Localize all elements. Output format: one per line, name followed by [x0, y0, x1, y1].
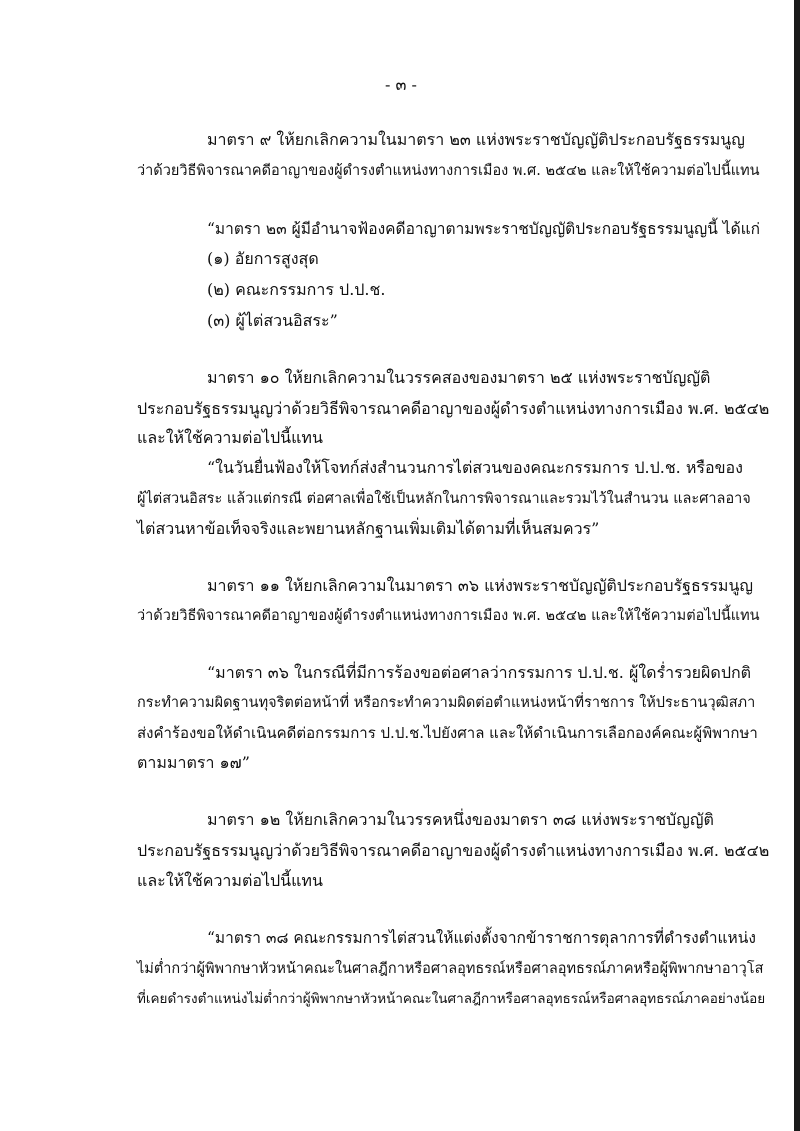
- section-23-item-3: (๓) ผู้ไต่สวนอิสระ”: [207, 311, 338, 330]
- section-36-quote-1: “มาตรา ๓๖ ในกรณีที่มีการร้องขอต่อศาลว่ากรรมการ ป.ป.ช. ผู้ใดร่ำรวยผิดปกติ: [207, 663, 752, 682]
- section-10-text-2: และให้ใช้ความต่อไปนี้แทน: [137, 428, 323, 447]
- page-number: - ๓ -: [385, 75, 417, 94]
- section-10-text-1: ประกอบรัฐธรรมนูญว่าด้วยวิธีพิจารณาคดีอาญาของผู้ดำรงตำแหน่งทางการเมือง พ.ศ. ๒๕๔๒: [137, 399, 770, 418]
- section-25-quote-3: ไต่สวนหาข้อเท็จจริงและพยานหลักฐานเพิ่มเติมได้ตามที่เห็นสมควร”: [137, 519, 600, 538]
- section-12-text-2: และให้ใช้ความต่อไปนี้แทน: [137, 871, 323, 890]
- section-9-heading: มาตรา ๙ ให้ยกเลิกความในมาตรา ๒๓ แห่งพระราชบัญญัติประกอบรัฐธรรมนูญ: [207, 130, 745, 149]
- section-25-quote-1: “ในวันยื่นฟ้องให้โจทก์ส่งสำนวนการไต่สวนของคณะกรรมการ ป.ป.ช. หรือของ: [207, 458, 743, 477]
- section-12-heading: มาตรา ๑๒ ให้ยกเลิกความในวรรคหนึ่งของมาตรา ๓๘ แห่งพระราชบัญญัติ: [207, 810, 714, 829]
- section-36-quote-3: ส่งคำร้องขอให้ดำเนินคดีต่อกรรมการ ป.ป.ช.ไปยังศาล และให้ดำเนินการเลือกองค์คณะผู้พิพากษา: [137, 724, 758, 742]
- section-25-quote-2: ผู้ไต่สวนอิสระ แล้วแต่กรณี ต่อศาลเพื่อใช้เป็นหลักในการพิจารณาและรวมไว้ในสำนวน และศาลอาจ: [137, 491, 751, 507]
- section-23-item-2: (๒) คณะกรรมการ ป.ป.ช.: [207, 280, 386, 299]
- section-23-item-1: (๑) อัยการสูงสุด: [207, 249, 319, 268]
- section-36-quote-4: ตามมาตรา ๑๗”: [137, 753, 250, 772]
- section-9-text: ว่าด้วยวิธีพิจารณาคดีอาญาของผู้ดำรงตำแหน่งทางการเมือง พ.ศ. ๒๕๔๒ และให้ใช้ความต่อไปนี้แทน: [137, 163, 760, 179]
- section-11-text: ว่าด้วยวิธีพิจารณาคดีอาญาของผู้ดำรงตำแหน่งทางการเมือง พ.ศ. ๒๕๔๒ และให้ใช้ความต่อไปนี้แทน: [137, 608, 760, 624]
- section-36-quote-2: กระทำความผิดฐานทุจริตต่อหน้าที่ หรือกระทำความผิดต่อตำแหน่งหน้าที่ราชการ ให้ประธานวุฒิสภา: [137, 695, 756, 711]
- section-38-quote-1: “มาตรา ๓๘ คณะกรรมการไต่สวนให้แต่งตั้งจากข้าราชการตุลาการที่ดำรงตำแหน่ง: [207, 929, 756, 947]
- section-11-heading: มาตรา ๑๑ ให้ยกเลิกความในมาตรา ๓๖ แห่งพระราชบัญญัติประกอบรัฐธรรมนูญ: [207, 576, 754, 595]
- section-23-quote-heading: “มาตรา ๒๓ ผู้มีอำนาจฟ้องคดีอาญาตามพระราชบัญญัติประกอบรัฐธรรมนูญนี้ ได้แก่: [207, 220, 761, 238]
- section-12-text-1: ประกอบรัฐธรรมนูญว่าด้วยวิธีพิจารณาคดีอาญาของผู้ดำรงตำแหน่งทางการเมือง พ.ศ. ๒๕๔๒: [137, 841, 770, 860]
- section-38-quote-2: ไม่ต่ำกว่าผู้พิพากษาหัวหน้าคณะในศาลฎีกาหรือศาลอุทธรณ์หรือศาลอุทธรณ์ภาคหรือผู้พิพากษาอาวุโส: [137, 961, 764, 977]
- section-38-quote-3: ที่เคยดำรงตำแหน่งไม่ต่ำกว่าผู้พิพากษาหัวหน้าคณะในศาลฎีกาหรือศาลอุทธรณ์หรือศาลอุทธรณ์ภาคอย่างน้อย: [137, 991, 766, 1007]
- scan-edge-border: [794, 0, 800, 1131]
- section-10-heading: มาตรา ๑๐ ให้ยกเลิกความในวรรคสองของมาตรา ๒๕ แห่งพระราชบัญญัติ: [207, 368, 711, 387]
